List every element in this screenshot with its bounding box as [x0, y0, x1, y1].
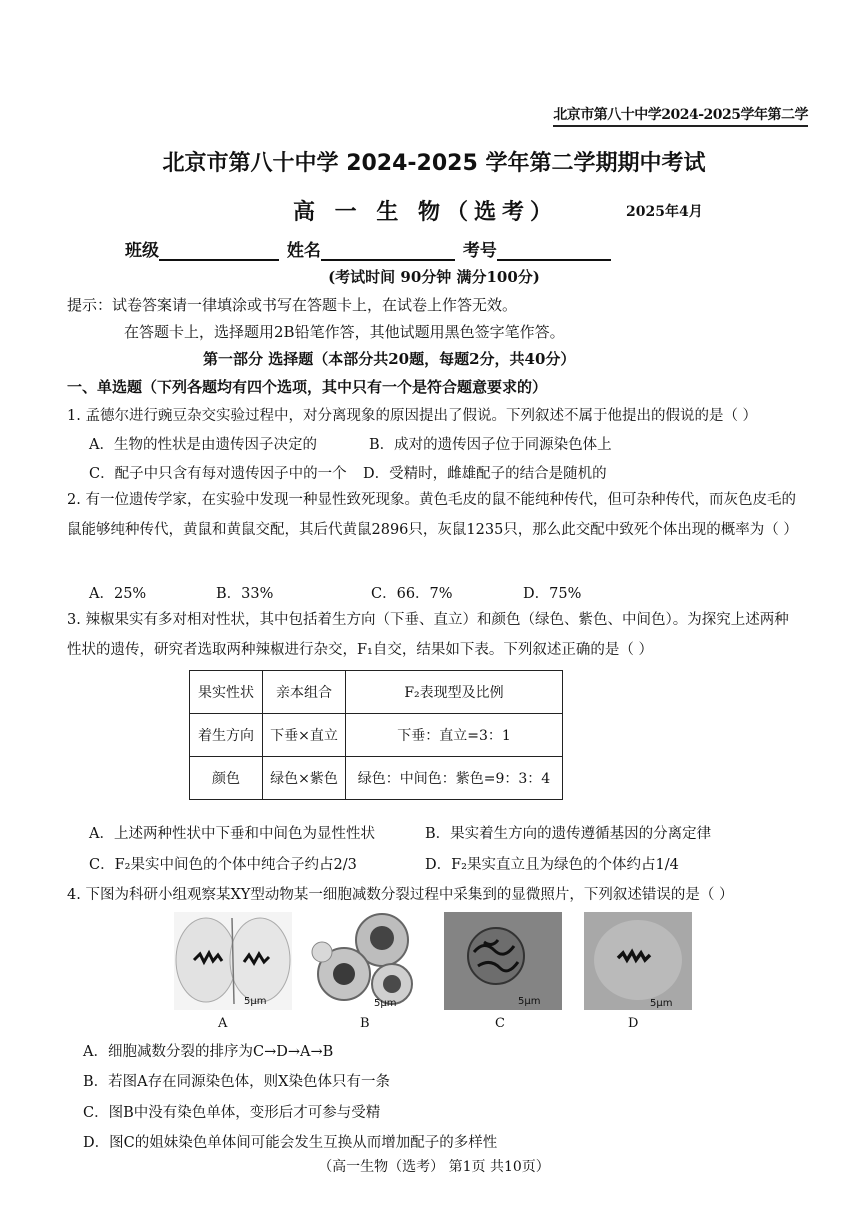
q1-option-a: A．生物的性状是由遗传因子决定的 [89, 437, 317, 453]
photo-label-c: C [495, 1016, 505, 1031]
q1-option-b: B．成对的遗传因子位于同源染色体上 [369, 437, 612, 453]
q1-option-c: C．配子中只含有每对遗传因子中的一个 [89, 466, 347, 482]
class-label: 班级 [125, 241, 159, 261]
name-blank [321, 243, 455, 261]
scale-label: 5μm [518, 996, 541, 1007]
photo-label-b: B [360, 1016, 370, 1031]
micrograph-a [174, 912, 292, 1010]
number-blank [497, 243, 611, 261]
micrograph-d [584, 912, 692, 1010]
micrograph-b [302, 912, 420, 1010]
student-info-fields [125, 236, 613, 261]
q4-option-d: D．图C的姐妹染色单体间可能会发生互换从而增加配子的多样性 [83, 1135, 498, 1151]
q2-option-a: A．25% [89, 586, 147, 602]
table-cell: 下垂×直立 [263, 714, 346, 757]
q3-option-d: D．F₂果实直立且为绿色的个体约占1/4 [425, 857, 679, 873]
table-row [190, 714, 563, 757]
running-header: 北京市第八十中学2024-2025学年第二学 [553, 104, 808, 127]
notice-line-2: 在答题卡上，选择题用2B铅笔作答，其他试题用黑色签字笔作答。 [124, 323, 565, 341]
scale-label: 5μm [244, 996, 267, 1007]
exam-subtitle: 高 一 生 物（选考） [293, 200, 558, 225]
number-label: 考号 [462, 241, 497, 261]
q2-stem: 2. 有一位遗传学家，在实验中发现一种显性致死现象。黄色毛皮的鼠不能纯种传代，但可杂种传代，而灰色皮毛的鼠能够纯种传代，黄鼠和黄鼠交配，其后代黄鼠2896只，灰鼠1235只，那么此交配中致死个体出现的概率为（ ） [67, 492, 798, 538]
table-header-cell: 亲本组合 [263, 671, 346, 714]
q4-option-a: A．细胞减数分裂的排序为C→D→A→B [83, 1044, 334, 1060]
table-header-cell: F₂表现型及比例 [346, 671, 563, 714]
q1-option-d: D．受精时，雌雄配子的结合是随机的 [363, 466, 607, 482]
q3-option-c: C．F₂果实中间色的个体中纯合子约占2/3 [89, 857, 357, 873]
table-header-row [190, 671, 563, 714]
micrograph-c [444, 912, 562, 1010]
scale-label: 5μm [650, 998, 673, 1009]
table-cell: 绿色：中间色：紫色=9：3：4 [346, 757, 563, 800]
q3-stem: 3. 辣椒果实有多对相对性状，其中包括着生方向（下垂、直立）和颜色（绿色、紫色、中间色）。为探究上述两种性状的遗传，研究者选取两种辣椒进行杂交，F₁自交，结果如下表。下列叙述正确的是（ ） [67, 612, 789, 658]
scale-label: 5μm [374, 998, 397, 1009]
q4-option-c: C．图B中没有染色单体，变形后才可参与受精 [83, 1105, 381, 1121]
q3-option-a: A．上述两种性状中下垂和中间色为显性性状 [89, 826, 375, 842]
name-label: 姓名 [286, 241, 321, 261]
notice-line-1: 提示：试卷答案请一律填涂或书写在答题卡上，在试卷上作答无效。 [67, 296, 518, 314]
page-footer: （高一生物（选考） 第1页 共10页） [318, 1159, 550, 1175]
q4-stem: 4. 下图为科研小组观察某XY型动物某一细胞减数分裂过程中采集到的显微照片，下列叙述错误的是（ ） [67, 887, 734, 903]
q3-option-b: B．果实着生方向的遗传遵循基因的分离定律 [425, 826, 712, 842]
table-header-cell: 果实性状 [190, 671, 263, 714]
photo-label-a: A [218, 1016, 228, 1031]
table-cell: 下垂：直立=3：1 [346, 714, 563, 757]
table-cell: 颜色 [190, 757, 263, 800]
q2-option-d: D．75% [523, 586, 582, 602]
class-blank [159, 243, 279, 261]
table-cell: 着生方向 [190, 714, 263, 757]
exam-date: 2025年4月 [626, 204, 703, 220]
q4-option-b: B．若图A存在同源染色体，则X染色体只有一条 [83, 1074, 390, 1090]
time-info: (考试时间 90分钟 满分100分) [328, 268, 540, 286]
q1-stem: 1. 孟德尔进行豌豆杂交实验过程中，对分离现象的原因提出了假说。下列叙述不属于他提出的假说的是（ ） [67, 408, 758, 424]
q3-table [189, 670, 563, 800]
section-heading: 一、单选题（下列各题均有四个选项，其中只有一个是符合题意要求的） [67, 378, 548, 396]
q2-option-c: C．66．7% [371, 586, 453, 602]
exam-title: 北京市第八十中学 2024-2025 学年第二学期期中考试 [162, 151, 706, 176]
table-cell: 绿色×紫色 [263, 757, 346, 800]
table-row [190, 757, 563, 800]
photo-label-d: D [628, 1016, 639, 1031]
q2-option-b: B．33% [216, 586, 274, 602]
part-heading: 第一部分 选择题（本部分共20题，每题2分，共40分） [203, 350, 576, 368]
